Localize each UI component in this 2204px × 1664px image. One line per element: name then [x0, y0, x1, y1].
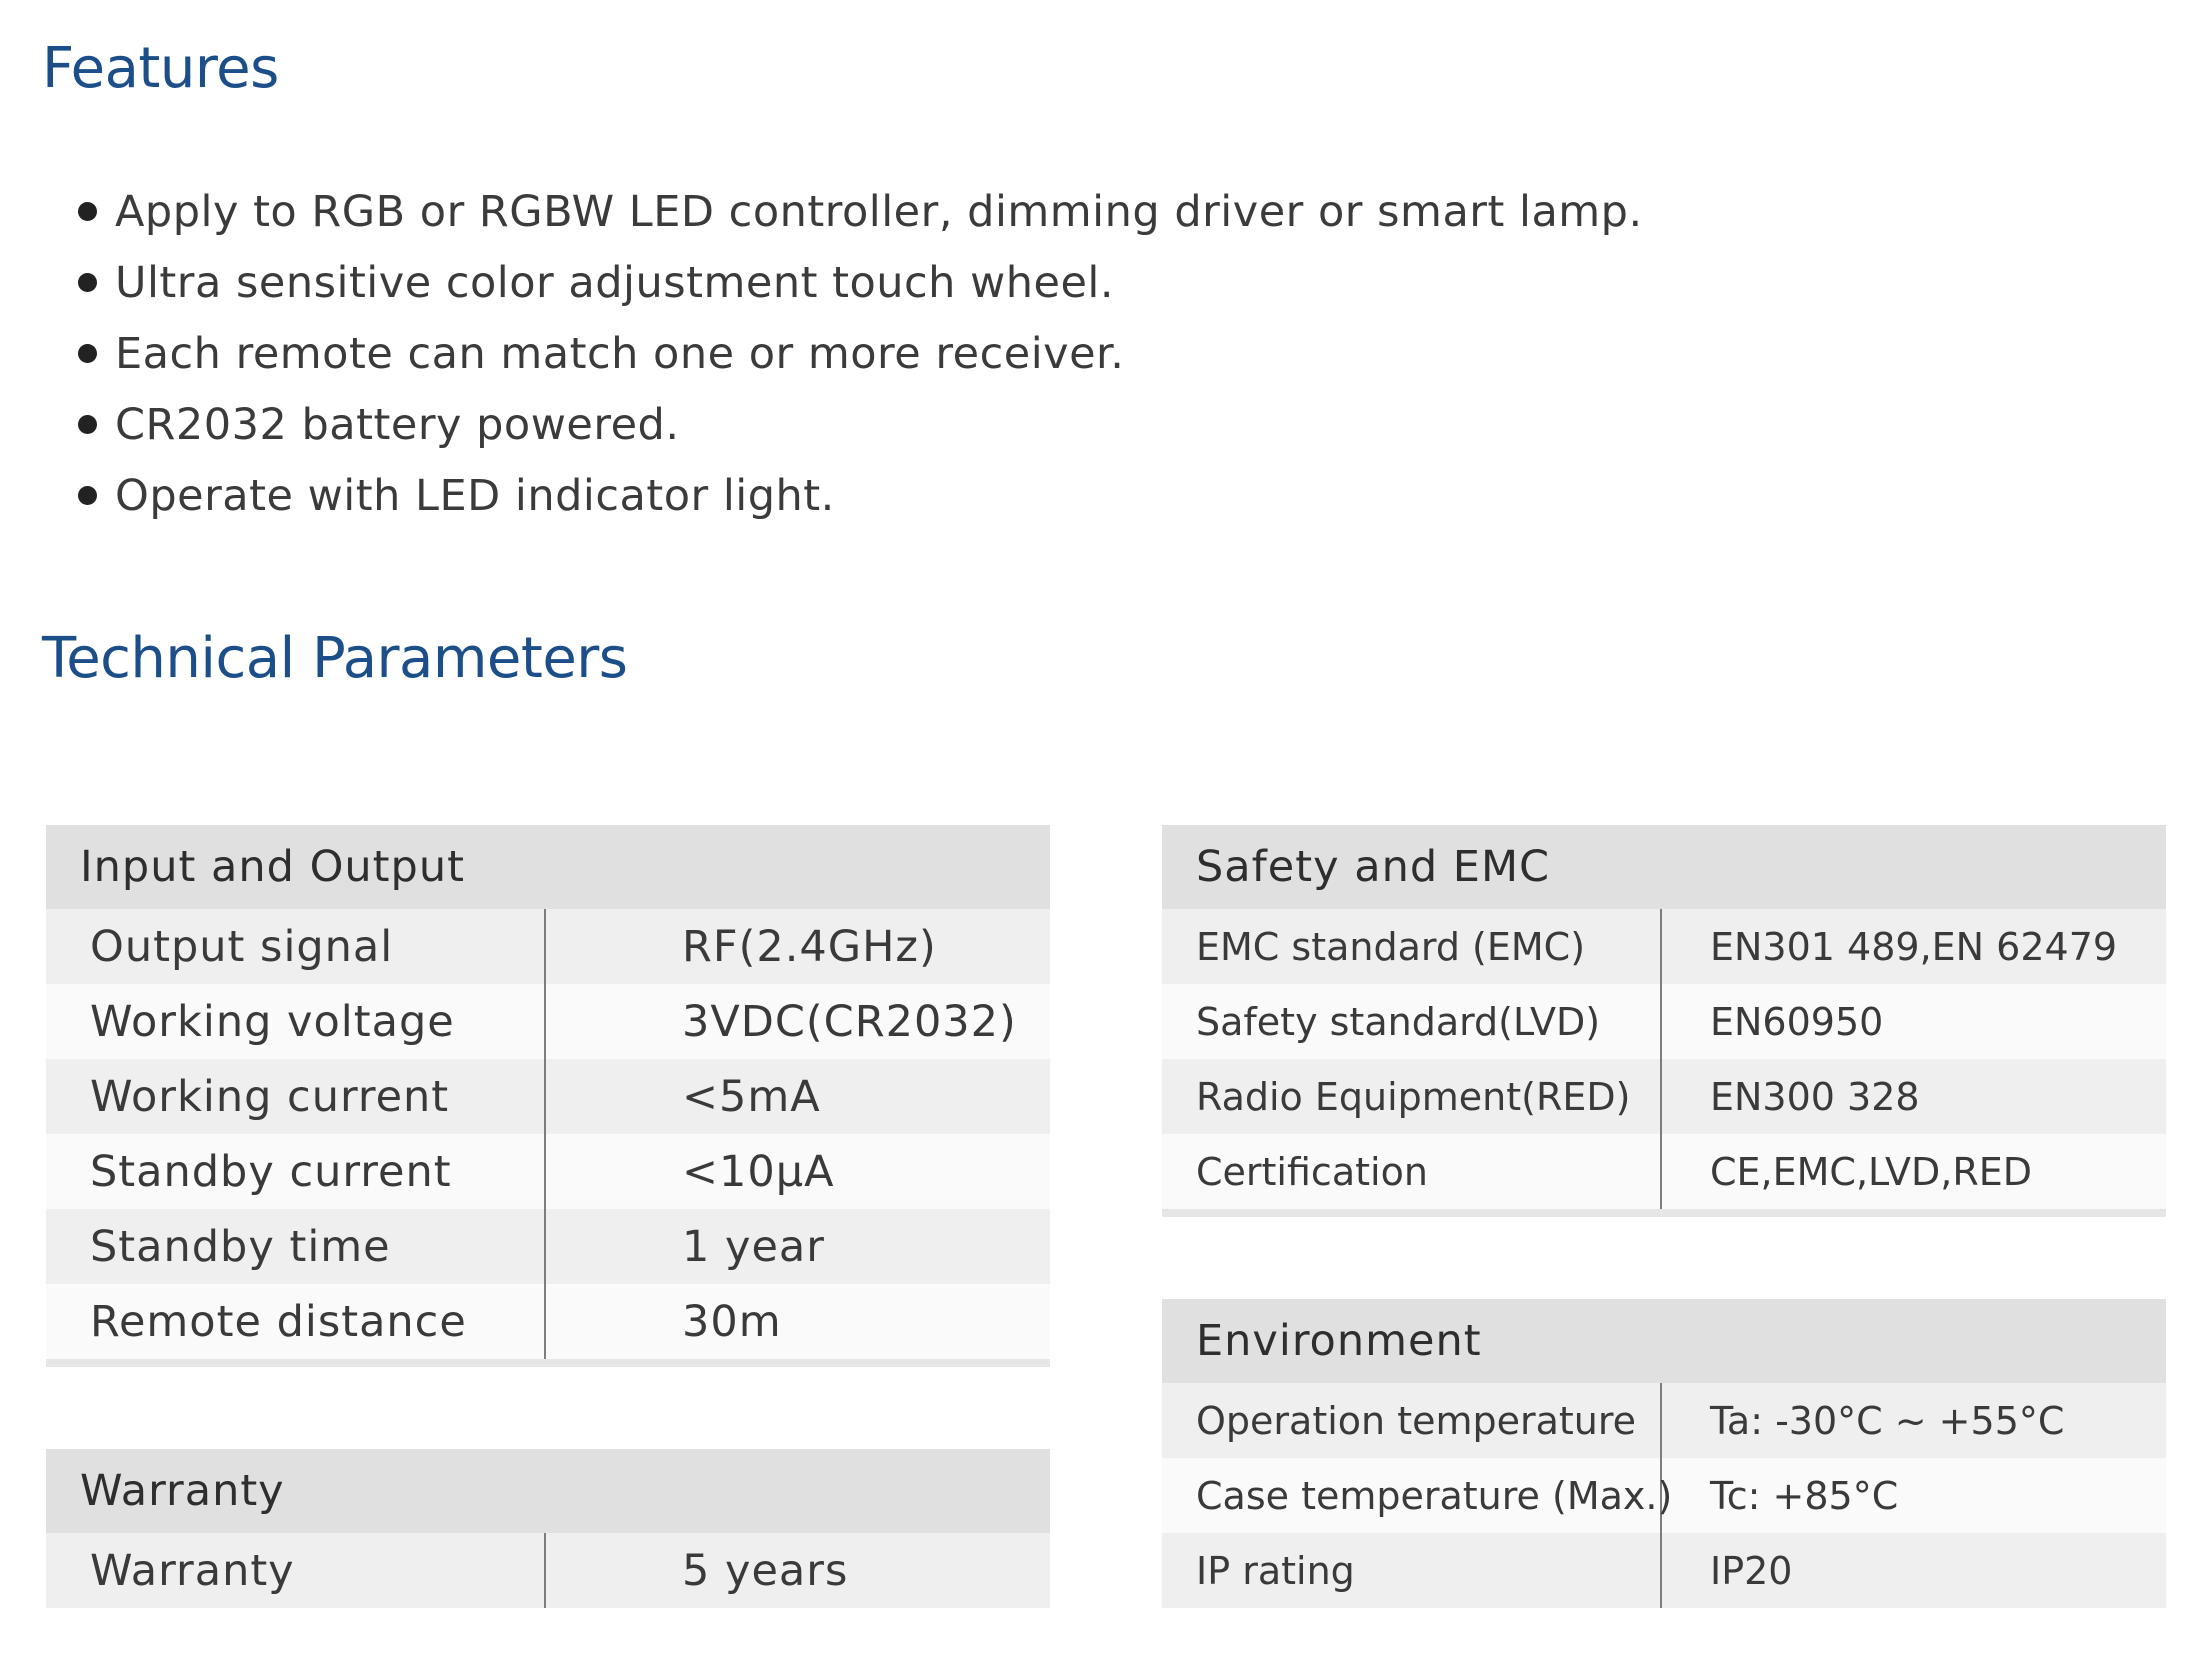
param-label: Working voltage	[46, 984, 546, 1059]
param-value: RF(2.4GHz)	[682, 921, 937, 972]
param-value: IP20	[1710, 1548, 1793, 1593]
param-label: Output signal	[46, 909, 546, 984]
param-label: Case temperature (Max.)	[1162, 1458, 1662, 1533]
feature-item	[78, 460, 1643, 531]
table-footer-bar	[46, 1359, 1050, 1367]
param-value: <10μA	[682, 1146, 835, 1197]
param-value: EN60950	[1710, 999, 1884, 1044]
feature-text: CR2032 battery powered.	[115, 399, 680, 450]
table-row	[46, 1533, 1050, 1608]
table-row	[1162, 984, 2166, 1059]
param-value: 30m	[682, 1296, 782, 1347]
param-label: EMC standard (EMC)	[1162, 909, 1662, 984]
param-label: Warranty	[46, 1533, 546, 1608]
technical-parameters-title: Technical Parameters	[42, 626, 628, 691]
safety-emc-table	[1162, 825, 2166, 1217]
param-value: Tc: +85°C	[1710, 1473, 1899, 1518]
param-label: Safety standard(LVD)	[1162, 984, 1662, 1059]
table-row	[46, 909, 1050, 984]
param-label: Operation temperature	[1162, 1383, 1662, 1458]
table-row	[46, 984, 1050, 1059]
feature-item	[78, 389, 1643, 460]
table-row	[1162, 1383, 2166, 1458]
table-header: Safety and EMC	[1162, 825, 2166, 909]
feature-text: Ultra sensitive color adjustment touch wheel.	[115, 257, 1115, 308]
feature-item	[78, 247, 1643, 318]
feature-text: Apply to RGB or RGBW LED controller, dimming driver or smart lamp.	[115, 186, 1643, 237]
environment-table	[1162, 1299, 2166, 1608]
feature-item	[78, 176, 1643, 247]
feature-item	[78, 318, 1643, 389]
table-row	[46, 1284, 1050, 1359]
feature-text: Each remote can match one or more receiver.	[115, 328, 1125, 379]
param-value: 3VDC(CR2032)	[682, 996, 1017, 1047]
table-row	[1162, 1533, 2166, 1608]
param-label: Standby time	[46, 1209, 546, 1284]
table-row	[1162, 909, 2166, 984]
table-row	[1162, 1134, 2166, 1209]
param-value: EN301 489,EN 62479	[1710, 924, 2118, 969]
feature-list	[78, 176, 1643, 531]
param-value: Ta: -30°C ~ +55°C	[1710, 1398, 2065, 1443]
param-value: <5mA	[682, 1071, 821, 1122]
bullet-icon	[78, 415, 97, 434]
table-row	[46, 1209, 1050, 1284]
param-label: Certification	[1162, 1134, 1662, 1209]
input-output-table	[46, 825, 1050, 1367]
table-row	[1162, 1458, 2166, 1533]
warranty-table	[46, 1449, 1050, 1608]
param-value: CE,EMC,LVD,RED	[1710, 1149, 2033, 1194]
param-label: IP rating	[1162, 1533, 1662, 1608]
param-value: EN300 328	[1710, 1074, 1920, 1119]
param-label: Standby current	[46, 1134, 546, 1209]
bullet-icon	[78, 486, 97, 505]
feature-text: Operate with LED indicator light.	[115, 470, 835, 521]
param-value: 1 year	[682, 1221, 825, 1272]
table-row	[1162, 1059, 2166, 1134]
table-row	[46, 1134, 1050, 1209]
bullet-icon	[78, 273, 97, 292]
table-footer-bar	[1162, 1209, 2166, 1217]
param-label: Radio Equipment(RED)	[1162, 1059, 1662, 1134]
table-row	[46, 1059, 1050, 1134]
bullet-icon	[78, 344, 97, 363]
param-label: Working current	[46, 1059, 546, 1134]
table-header: Input and Output	[46, 825, 1050, 909]
table-header: Warranty	[46, 1449, 1050, 1533]
param-label: Remote distance	[46, 1284, 546, 1359]
features-title: Features	[42, 36, 279, 101]
bullet-icon	[78, 202, 97, 221]
param-value: 5 years	[682, 1545, 849, 1596]
table-header: Environment	[1162, 1299, 2166, 1383]
